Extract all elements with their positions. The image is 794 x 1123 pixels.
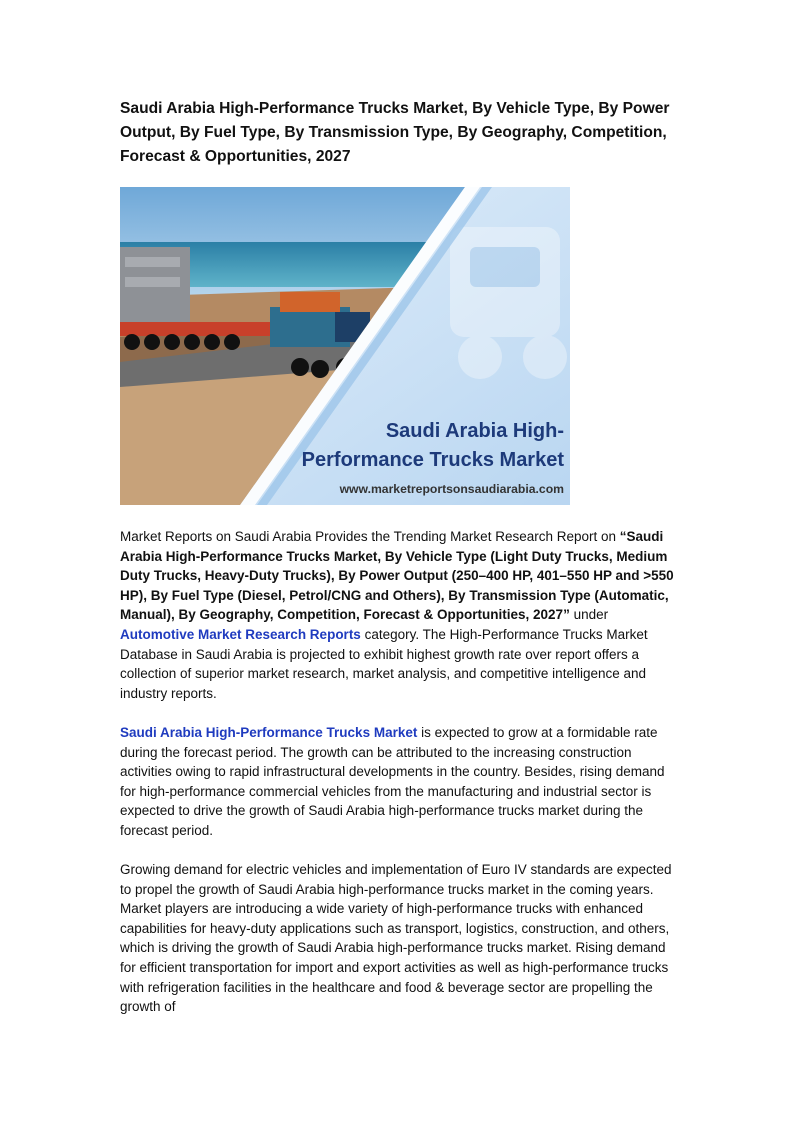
hero-illustration [120,187,570,505]
category-link[interactable]: Automotive Market Research Reports [120,626,361,642]
close-quote: ” [563,607,570,623]
intro-rest: category. The High-Performance Trucks Market Database in Saudi Arabia is projected to exhibit highest growth rate over report offers a collection of superior market research, market analysis, and competitive intelligence and industry reports. [120,626,648,701]
market-link[interactable]: Saudi Arabia High-Performance Trucks Market [120,725,418,740]
open-quote: “ [619,529,627,544]
page-title: Saudi Arabia High-Performance Trucks Market, By Vehicle Type, By Power Output, By Fuel Type, By Transmission Type, By Geography, Competition, Forecast & Opportunities, 2027 [120,100,670,165]
market-rest: is expected to grow at a formidable rate during the forecast period. The growth can be attributed to the increasing construction activities owing to rapid infrastructural developments in the country. Besides, rising demand for high-performance commercial vehicles from the manufacturing and industrial sector is expected to drive the growth of Saudi Arabia high-performance trucks market during the forecast period. [120,725,665,838]
paragraph-market [120,723,680,841]
report-title: Saudi Arabia High-Performance Trucks Market, By Vehicle Type (Light Duty Trucks, Medium Duty Trucks, Heavy-Duty Trucks), By Power Output (250–400 HP, 401–550 HP and >550 HP), By Fuel Type (Diesel, Petrol/CNG and Others), By Transmission Type (Automatic, Manual), By Geography, Competition, Forecast & Opportunities, 2027 [120,529,674,623]
paragraph-intro [120,527,680,703]
intro-text: Market Reports on Saudi Arabia Provides the Trending Market Research Report on [120,529,620,544]
hero-image [120,187,570,505]
hero-title-line2: Performance Trucks Market [301,449,564,471]
hero-url: www.marketreportsonsaudiarabia.com [339,482,564,496]
under-text: under [569,607,609,623]
hero-title-line1: Saudi Arabia High- [385,420,564,442]
paragraph-growth: Growing demand for electric vehicles and implementation of Euro IV standards are expected to propel the growth of Saudi Arabia high-performance trucks market in the coming years. Market players are introducing a wide variety of high-performance trucks with enhanced capabilities for heavy-duty applications such as transport, logistics, construction, and others, which is driving the growth of Saudi Arabia high-performance trucks market. Rising demand for efficient transportation for import and export activities as well as high-performance trucks with refrigeration facilities in the healthcare and food & beverage sector are propelling the growth of [120,862,672,1015]
